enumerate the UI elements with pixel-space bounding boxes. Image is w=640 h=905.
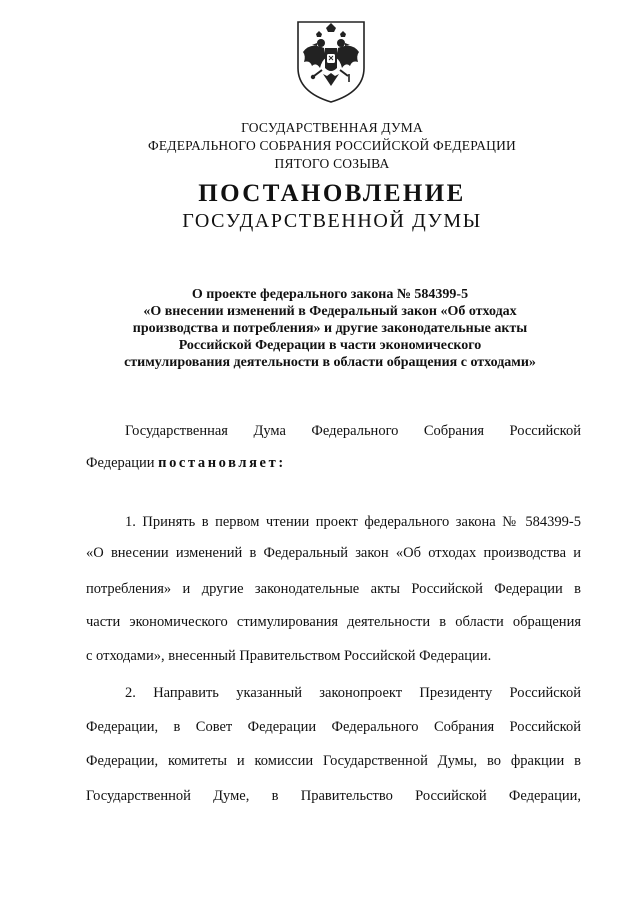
preamble-resolves: постановляет: bbox=[158, 455, 286, 471]
item-1-line: 1. Принять в первом чтении проект федерального закона № 584399-5 bbox=[125, 514, 581, 530]
coat-of-arms-icon bbox=[290, 16, 372, 104]
subject-line: «О внесении изменений в Федеральный закон «Об отходах bbox=[143, 304, 517, 319]
document-type-title: ПОСТАНОВЛЕНИЕ bbox=[198, 180, 466, 207]
subject-line: стимулирования деятельности в области обращения с отходами» bbox=[124, 355, 536, 370]
item-2-line: 2. Направить указанный законопроект Президенту Российской bbox=[125, 685, 581, 701]
preamble-line bbox=[86, 455, 286, 472]
header-assembly: ФЕДЕРАЛЬНОГО СОБРАНИЯ РОССИЙСКОЙ ФЕДЕРАЦИИ bbox=[148, 138, 516, 153]
subject-line: производства и потребления» и другие законодательные акты bbox=[132, 321, 528, 336]
subject-line: Российской Федерации в части экономического bbox=[178, 338, 482, 353]
preamble-line: Государственная Дума Федерального Собрания Российской bbox=[125, 423, 581, 439]
header-institution: ГОСУДАРСТВЕННАЯ ДУМА bbox=[241, 120, 423, 135]
item-2-line: Федерации, в Совет Федерации Федерального Собрания Российской bbox=[86, 719, 581, 735]
document-issuer: ГОСУДАРСТВЕННОЙ ДУМЫ bbox=[182, 210, 482, 232]
item-1-line: с отходами», внесенный Правительством Российской Федерации. bbox=[86, 648, 492, 664]
preamble-text: Федерации bbox=[86, 455, 155, 471]
item-2-line: Государственной Думе, в Правительство Российской Федерации, bbox=[86, 788, 581, 804]
item-2-line: Федерации, комитеты и комиссии Государственной Думы, во фракции в bbox=[86, 753, 581, 769]
item-1-line: потребления» и другие законодательные акты Российской Федерации в bbox=[86, 581, 581, 597]
header-convocation: ПЯТОГО СОЗЫВА bbox=[274, 156, 390, 171]
subject-line: О проекте федерального закона № 584399-5 bbox=[191, 287, 469, 302]
item-1-line: части экономического стимулирования деятельности в области обращения bbox=[86, 614, 581, 630]
item-1-line: «О внесении изменений в Федеральный закон «Об отходах производства и bbox=[86, 545, 581, 561]
